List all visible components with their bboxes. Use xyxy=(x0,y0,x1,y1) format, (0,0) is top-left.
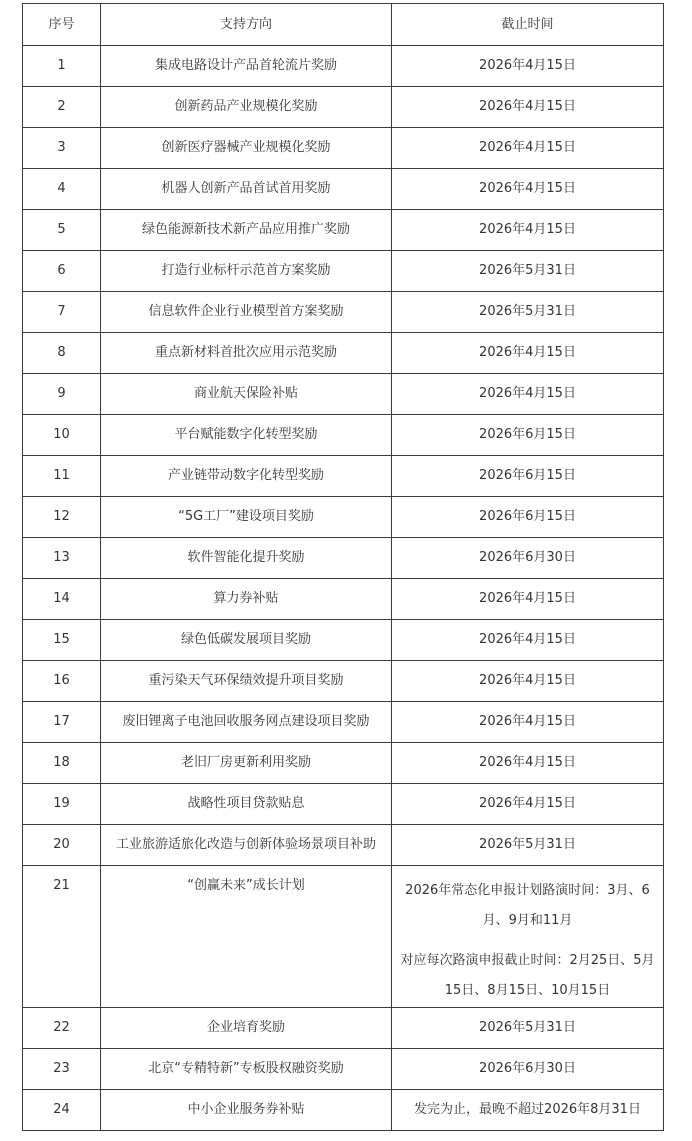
cell-no: 2 xyxy=(23,87,101,128)
cell-deadline: 2026年4月15日 xyxy=(392,661,664,702)
cell-no: 21 xyxy=(23,866,101,1008)
cell-deadline: 2026年4月15日 xyxy=(392,210,664,251)
cell-direction: 绿色能源新技术新产品应用推广奖励 xyxy=(101,210,392,251)
cell-direction: 重污染天气环保绩效提升项目奖励 xyxy=(101,661,392,702)
table-row xyxy=(23,1090,664,1131)
table-row xyxy=(23,702,664,743)
table-row xyxy=(23,292,664,333)
cell-deadline: 2026年4月15日 xyxy=(392,784,664,825)
cell-deadline: 2026年5月31日 xyxy=(392,292,664,333)
cell-no: 19 xyxy=(23,784,101,825)
table-row xyxy=(23,87,664,128)
table-header-row xyxy=(23,4,664,46)
table-row xyxy=(23,251,664,292)
cell-direction: 机器人创新产品首试首用奖励 xyxy=(101,169,392,210)
cell-direction: 打造行业标杆示范首方案奖励 xyxy=(101,251,392,292)
cell-direction: 创新医疗器械产业规模化奖励 xyxy=(101,128,392,169)
cell-deadline: 2026年4月15日 xyxy=(392,87,664,128)
cell-no: 11 xyxy=(23,456,101,497)
cell-direction: 战略性项目贷款贴息 xyxy=(101,784,392,825)
table-row xyxy=(23,46,664,87)
cell-no: 23 xyxy=(23,1049,101,1090)
cell-direction: 北京“专精特新”专板股权融资奖励 xyxy=(101,1049,392,1090)
cell-no: 15 xyxy=(23,620,101,661)
cell-no: 9 xyxy=(23,374,101,415)
cell-no: 17 xyxy=(23,702,101,743)
cell-direction: 企业培育奖励 xyxy=(101,1008,392,1049)
table-row xyxy=(23,169,664,210)
table-row xyxy=(23,620,664,661)
cell-no: 20 xyxy=(23,825,101,866)
cell-no: 6 xyxy=(23,251,101,292)
table-row xyxy=(23,1008,664,1049)
cell-no: 1 xyxy=(23,46,101,87)
cell-no: 14 xyxy=(23,579,101,620)
deadline-paragraph: 2026年常态化申报计划路演时间：3月、6月、9月和11月 xyxy=(405,883,650,928)
header-deadline: 截止时间 xyxy=(392,4,664,46)
cell-deadline: 2026年4月15日 xyxy=(392,579,664,620)
cell-direction: 创新药品产业规模化奖励 xyxy=(101,87,392,128)
table-row xyxy=(23,333,664,374)
table-body-special xyxy=(23,866,664,1008)
cell-direction: 信息软件企业行业模型首方案奖励 xyxy=(101,292,392,333)
cell-direction: 平台赋能数字化转型奖励 xyxy=(101,415,392,456)
cell-no: 18 xyxy=(23,743,101,784)
cell-no: 13 xyxy=(23,538,101,579)
cell-direction: 产业链带动数字化转型奖励 xyxy=(101,456,392,497)
table-row xyxy=(23,128,664,169)
cell-direction: 商业航天保险补贴 xyxy=(101,374,392,415)
cell-no: 8 xyxy=(23,333,101,374)
cell-deadline: 2026年4月15日 xyxy=(392,333,664,374)
table-row xyxy=(23,415,664,456)
cell-no: 16 xyxy=(23,661,101,702)
cell-deadline: 2026年6月30日 xyxy=(392,538,664,579)
table-row xyxy=(23,866,664,1008)
cell-no: 7 xyxy=(23,292,101,333)
table-row xyxy=(23,579,664,620)
cell-direction: 软件智能化提升奖励 xyxy=(101,538,392,579)
header-direction: 支持方向 xyxy=(101,4,392,46)
cell-direction: “创赢未来”成长计划 xyxy=(101,866,392,1008)
cell-deadline xyxy=(392,866,664,1008)
cell-direction: 废旧锂离子电池回收服务网点建设项目奖励 xyxy=(101,702,392,743)
header-no: 序号 xyxy=(23,4,101,46)
cell-deadline: 2026年6月30日 xyxy=(392,1049,664,1090)
table-row xyxy=(23,784,664,825)
cell-deadline: 2026年4月15日 xyxy=(392,620,664,661)
cell-no: 12 xyxy=(23,497,101,538)
cell-no: 10 xyxy=(23,415,101,456)
cell-deadline: 2026年6月15日 xyxy=(392,456,664,497)
table-row xyxy=(23,661,664,702)
cell-direction: 集成电路设计产品首轮流片奖励 xyxy=(101,46,392,87)
cell-no: 5 xyxy=(23,210,101,251)
cell-direction: “5G工厂”建设项目奖励 xyxy=(101,497,392,538)
table-row xyxy=(23,456,664,497)
cell-no: 4 xyxy=(23,169,101,210)
deadline-table-container xyxy=(22,3,663,1131)
table-body xyxy=(23,46,664,866)
cell-deadline: 2026年4月15日 xyxy=(392,128,664,169)
table-row xyxy=(23,825,664,866)
cell-deadline: 2026年6月15日 xyxy=(392,497,664,538)
table-row xyxy=(23,210,664,251)
cell-deadline: 2026年4月15日 xyxy=(392,374,664,415)
table-row xyxy=(23,1049,664,1090)
cell-deadline: 2026年6月15日 xyxy=(392,415,664,456)
cell-no: 3 xyxy=(23,128,101,169)
cell-direction: 绿色低碳发展项目奖励 xyxy=(101,620,392,661)
cell-direction: 老旧厂房更新利用奖励 xyxy=(101,743,392,784)
table-body-after xyxy=(23,1008,664,1131)
cell-deadline: 2026年4月15日 xyxy=(392,702,664,743)
table-row xyxy=(23,497,664,538)
cell-no: 22 xyxy=(23,1008,101,1049)
cell-deadline: 发完为止，最晚不超过2026年8月31日 xyxy=(392,1090,664,1131)
table-row xyxy=(23,374,664,415)
cell-direction: 算力券补贴 xyxy=(101,579,392,620)
table-row xyxy=(23,538,664,579)
cell-deadline: 2026年5月31日 xyxy=(392,1008,664,1049)
deadline-paragraph: 对应每次路演申报截止时间：2月25日、5月15日、8月15日、10月15日 xyxy=(400,953,655,998)
cell-deadline: 2026年5月31日 xyxy=(392,251,664,292)
cell-deadline: 2026年4月15日 xyxy=(392,743,664,784)
cell-deadline: 2026年5月31日 xyxy=(392,825,664,866)
deadline-table xyxy=(22,3,664,1131)
cell-direction: 中小企业服务券补贴 xyxy=(101,1090,392,1131)
table-row xyxy=(23,743,664,784)
cell-direction: 重点新材料首批次应用示范奖励 xyxy=(101,333,392,374)
cell-deadline: 2026年4月15日 xyxy=(392,46,664,87)
cell-deadline: 2026年4月15日 xyxy=(392,169,664,210)
cell-direction: 工业旅游适旅化改造与创新体验场景项目补助 xyxy=(101,825,392,866)
cell-no: 24 xyxy=(23,1090,101,1131)
